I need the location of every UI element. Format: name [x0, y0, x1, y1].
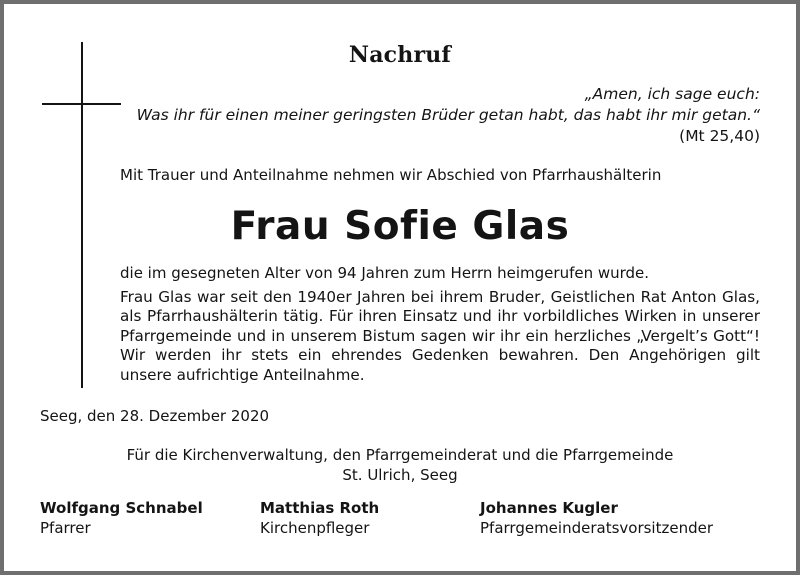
body-paragraph: Frau Glas war seit den 1940er Jahren bei ihrem Bruder, Geistlichen Rat Anton Glas, als Pfarrhaushälterin tätig. Für ihren Einsatz und ihr vorbildliches Wirken in unserer Pfarrgemeinde und in unserem Bistum sagen wir ihr ein herzliches „Vergelt’s Gott“! Wir werden ihr stets ein ehrendes Gedenken bewahren. Den Angehörigen gilt unsere aufrichtige Anteilnahme.	[120, 288, 760, 384]
signatory-role: Pfarrgemeinderatsvorsitzender	[480, 519, 714, 537]
signatory-role: Kirchenpfleger	[260, 519, 370, 537]
place-date: Seeg, den 28. Dezember 2020	[40, 407, 270, 425]
on-behalf-of	[4, 445, 796, 485]
signatory-1	[40, 498, 203, 538]
age-line: die im gesegneten Alter von 94 Jahren zum Herrn heimgerufen wurde.	[120, 264, 650, 282]
quote-line-1: „Amen, ich sage euch:	[584, 85, 760, 103]
signatory-role: Pfarrer	[40, 519, 91, 537]
on-behalf-line-2: St. Ulrich, Seeg	[342, 466, 458, 484]
deceased-name: Frau Sofie Glas	[230, 204, 570, 249]
signatory-name: Matthias Roth	[260, 499, 380, 517]
bible-quote	[100, 84, 760, 147]
quote-line-2: Was ihr für einen meiner geringsten Brüder getan habt, das habt ihr mir getan.“	[136, 106, 760, 124]
signatory-name: Wolfgang Schnabel	[40, 499, 203, 517]
signatory-2	[260, 498, 379, 538]
signatory-name: Johannes Kugler	[480, 499, 618, 517]
on-behalf-line-1: Für die Kirchenverwaltung, den Pfarrgemeinderat und die Pfarrgemeinde	[126, 446, 674, 464]
obituary-notice	[4, 4, 796, 571]
signatory-3	[480, 498, 713, 538]
quote-citation: (Mt 25,40)	[679, 127, 760, 145]
intro-text: Mit Trauer und Anteilnahme nehmen wir Abschied von Pfarrhaushälterin	[120, 166, 662, 184]
notice-heading: Nachruf	[348, 42, 452, 68]
